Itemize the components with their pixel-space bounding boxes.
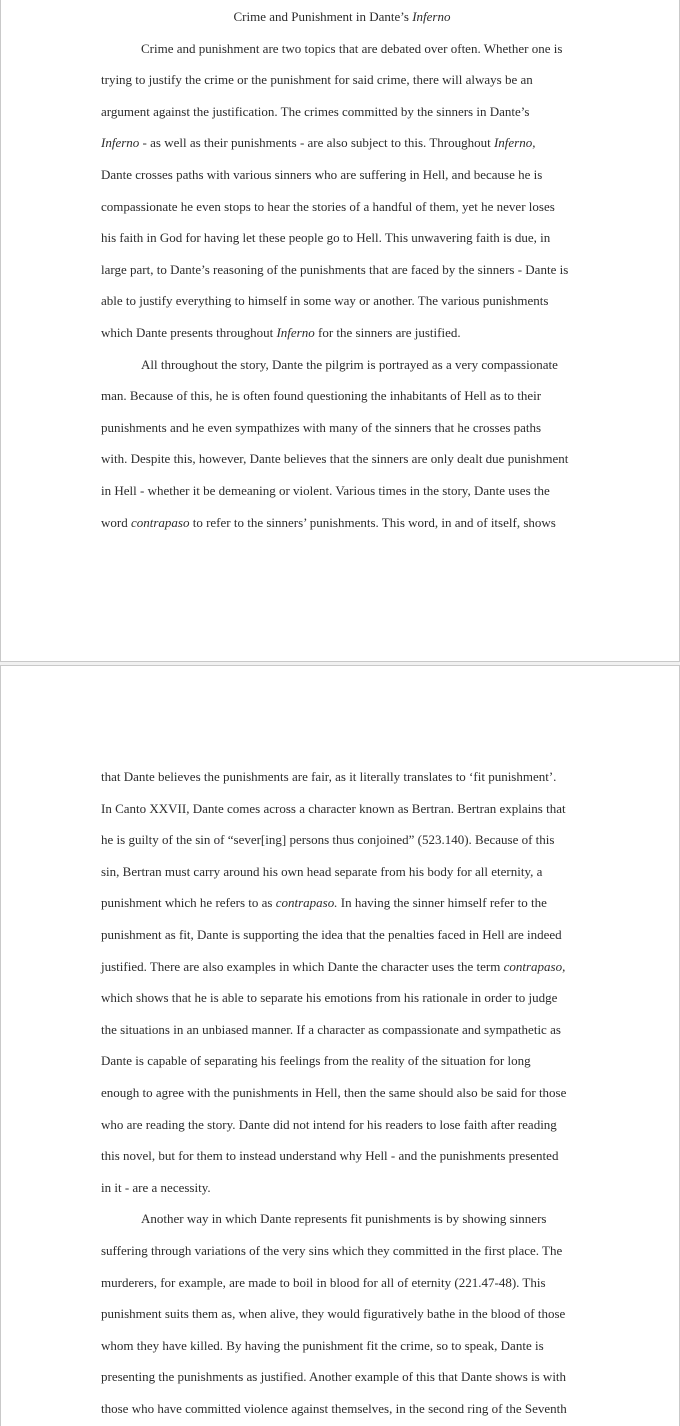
text-line [101, 1203, 583, 1235]
line-text: those who have committed violence against themselves, in the second ring of the Seventh [101, 1400, 567, 1416]
line-text: he is guilty of the sin of “sever[ing] persons thus conjoined” (523.140). Because of this [101, 832, 555, 848]
text-line [101, 349, 583, 381]
line-text: man. Because of this, he is often found questioning the inhabitants of Hell as to their [101, 388, 542, 404]
text-line [101, 64, 583, 96]
text-line [101, 127, 583, 159]
text-line [101, 982, 583, 1014]
text-line [101, 475, 583, 507]
text-line [101, 254, 583, 286]
text-line [101, 285, 583, 317]
line-text: sin, Bertran must carry around his own head separate from his body for all eternity, a [101, 863, 543, 879]
italic-text: Inferno [101, 135, 140, 151]
line-text: punishment as fit, Dante is supporting the idea that the penalties faced in Hell are indeed [101, 926, 562, 942]
document-page-2 [0, 665, 680, 1426]
line-text: In having the sinner himself refer to the [337, 895, 547, 911]
text-line [101, 1393, 583, 1425]
line-text: presenting the punishments as justified. Another example of this that Dante shows is with [101, 1369, 567, 1385]
text-line [101, 380, 583, 412]
line-text: Dante is capable of separating his feelings from the reality of the situation for long [101, 1053, 531, 1069]
line-text: argument against the justification. The crimes committed by the sinners in Dante’s [101, 103, 530, 119]
line-text: large part, to Dante’s reasoning of the punishments that are faced by the sinners - Dante is [101, 261, 569, 277]
line-text: with. Despite this, however, Dante believes that the sinners are only dealt due punishment [101, 451, 569, 467]
line-text: his faith in God for having let these people go to Hell. This unwavering faith is due, in [101, 230, 551, 246]
line-text: for the sinners are justified. [314, 324, 461, 340]
text-line [101, 159, 583, 191]
text-line [101, 191, 583, 223]
text-line [101, 412, 583, 444]
line-text: able to justify everything to himself in some way or another. The various punishments [101, 293, 549, 309]
italic-text: Inferno [276, 324, 315, 340]
text-line [101, 443, 583, 475]
text-line [101, 793, 583, 825]
text-line [101, 1109, 583, 1141]
line-text: whom they have killed. By having the punishment fit the crime, so to speak, Dante is [101, 1337, 544, 1353]
text-line [101, 761, 583, 793]
line-text: - as well as their punishments - are also subject to this. Throughout [139, 135, 494, 151]
line-text: Crime and punishment are two topics that are debated over often. Whether one is [141, 40, 563, 56]
page-2-body [101, 761, 583, 1424]
line-text: suffering through variations of the very sins which they committed in the first place. The [101, 1242, 563, 1258]
text-line [101, 1077, 583, 1109]
text-line [101, 1361, 583, 1393]
title-italic: Inferno [412, 9, 451, 24]
line-text: All throughout the story, Dante the pilgrim is portrayed as a very compassionate [141, 356, 558, 372]
text-line [101, 1235, 583, 1267]
page-1-body [101, 33, 583, 539]
text-line [101, 887, 583, 919]
line-text: punishment which he refers to as [101, 895, 276, 911]
text-line [101, 1298, 583, 1330]
text-line [101, 951, 583, 983]
document-page-1 [0, 0, 680, 662]
line-text: who are reading the story. Dante did not intend for his readers to lose faith after reading [101, 1116, 557, 1132]
text-line [101, 1267, 583, 1299]
text-line [101, 1045, 583, 1077]
line-text: In Canto XXVII, Dante comes across a character known as Bertran. Bertran explains that [101, 800, 566, 816]
line-text: Another way in which Dante represents fit punishments is by showing sinners [141, 1211, 547, 1227]
text-line [101, 1140, 583, 1172]
text-line [101, 1330, 583, 1362]
line-text: punishment suits them as, when alive, they would figuratively bathe in the blood of those [101, 1306, 566, 1322]
title-text: Crime and Punishment in Dante’s [233, 9, 413, 24]
italic-text: Inferno, [493, 135, 536, 151]
text-line [101, 507, 583, 539]
line-text: which Dante presents throughout [101, 324, 277, 340]
text-line [101, 1172, 583, 1204]
document-title [101, 1, 583, 33]
line-text: that Dante believes the punishments are fair, as it literally translates to ‘fit punishment’. [101, 769, 557, 784]
line-text: in it - are a necessity. [101, 1179, 211, 1195]
line-text: murderers, for example, are made to boil in blood for all of eternity (221.47-48). This [101, 1274, 546, 1290]
text-line [101, 317, 583, 349]
line-text: punishments and he even sympathizes with many of the sinners that he crosses paths [101, 419, 542, 435]
italic-text: contrapaso, [503, 958, 566, 974]
text-line [101, 96, 583, 128]
page-2-content [101, 761, 583, 1424]
text-line [101, 1014, 583, 1046]
line-text: this novel, but for them to instead understand why Hell - and the punishments presented [101, 1148, 559, 1164]
line-text: in Hell - whether it be demeaning or violent. Various times in the story, Dante uses the [101, 482, 550, 498]
line-text: Dante crosses paths with various sinners who are suffering in Hell, and because he is [101, 166, 543, 182]
line-text: enough to agree with the punishments in Hell, then the same should also be said for those [101, 1084, 567, 1100]
line-text: trying to justify the crime or the punishment for said crime, there will always be an [101, 72, 533, 88]
line-text: to refer to the sinners’ punishments. This word, in and of itself, shows [189, 514, 556, 530]
italic-text: contrapaso. [275, 895, 338, 911]
line-text: justified. There are also examples in which Dante the character uses the term [101, 958, 504, 974]
text-line [101, 919, 583, 951]
line-text: the situations in an unbiased manner. If a character as compassionate and sympathetic as [101, 1021, 561, 1037]
line-text: which shows that he is able to separate his emotions from his rationale in order to judge [101, 990, 558, 1006]
text-line [101, 856, 583, 888]
text-line [101, 824, 583, 856]
italic-text: contrapaso [130, 514, 190, 530]
page-1-content [101, 1, 583, 538]
text-line [101, 33, 583, 65]
line-text: word [101, 514, 131, 530]
line-text: compassionate he even stops to hear the stories of a handful of them, yet he never loses [101, 198, 555, 214]
text-line [101, 222, 583, 254]
